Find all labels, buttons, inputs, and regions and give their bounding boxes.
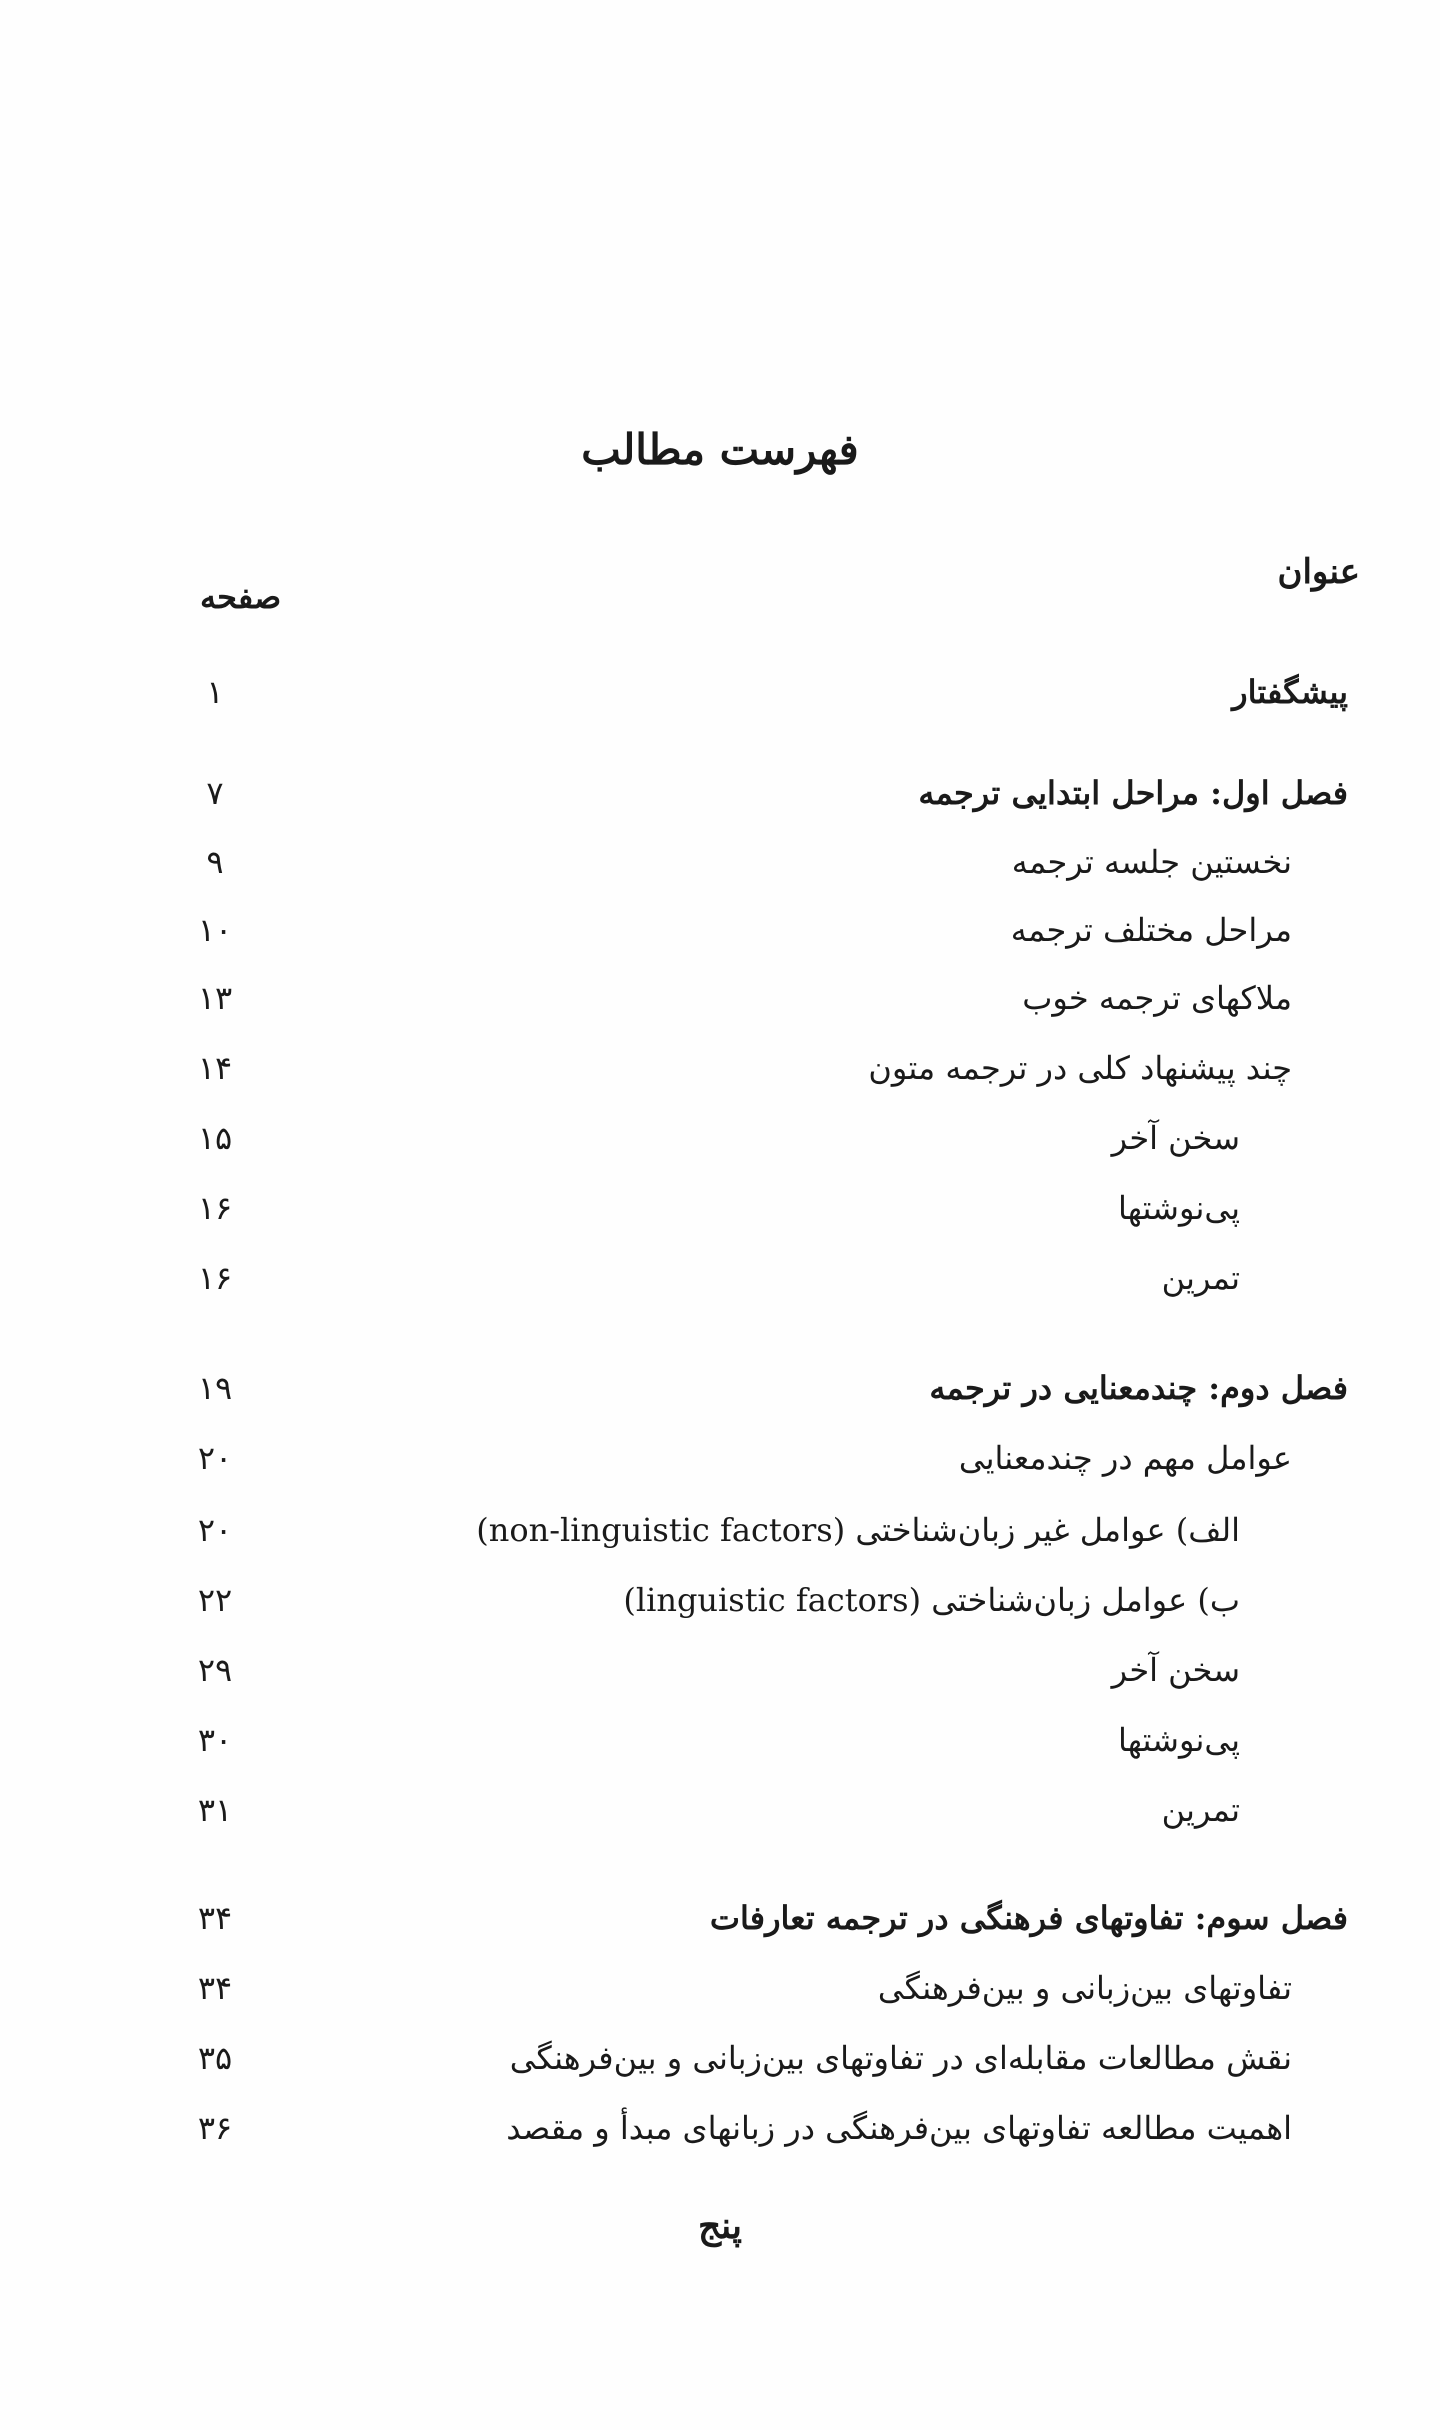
- toc-page-number: ۱۰: [197, 911, 233, 949]
- toc-entry: [0, 1958, 1440, 2018]
- toc-page-number: ۱۶: [197, 1189, 233, 1227]
- toc-page-number: ۳۴: [197, 1969, 233, 2007]
- toc-section-title: الف) عوامل غیر زبان‌شناختی (non-linguistic factors): [476, 1511, 1240, 1549]
- toc-entry: [0, 1358, 1440, 1418]
- toc-entry: [0, 1780, 1440, 1840]
- toc-entry: [0, 2098, 1440, 2158]
- toc-page-number: ۳۶: [197, 2109, 233, 2147]
- page-title: فهرست مطالب: [581, 425, 859, 474]
- toc-entry: [0, 1888, 1440, 1948]
- toc-page-number: ۲۰: [197, 1511, 233, 1549]
- toc-section-title: اهمیت مطالعه تفاوتهای بین‌فرهنگی در زبانهای مبدأ و مقصد: [506, 2109, 1292, 2147]
- toc-section-title: سخن آخر: [1111, 1119, 1240, 1157]
- toc-page-number: ۷: [206, 774, 224, 812]
- toc-page-number: ۱: [206, 673, 224, 711]
- toc-entry: [0, 1710, 1440, 1770]
- toc-page-number: ۳۱: [197, 1791, 233, 1829]
- toc-section-title: ب) عوامل زبان‌شناختی (linguistic factors): [623, 1581, 1240, 1619]
- toc-entry: [0, 2028, 1440, 2088]
- page-number-folio: پنج: [697, 2205, 743, 2247]
- toc-page-number: ۳۰: [197, 1721, 233, 1759]
- toc-page-number: ۱۳: [197, 979, 233, 1017]
- toc-section-title: سخن آخر: [1111, 1651, 1240, 1689]
- column-header-title: عنوان: [1277, 552, 1360, 592]
- toc-page-number: ۳۵: [197, 2039, 233, 2077]
- toc-chapter-title: فصل سوم: تفاوتهای فرهنگی در ترجمه تعارفات: [709, 1899, 1348, 1937]
- toc-page-number: ۱۴: [197, 1049, 233, 1087]
- toc-entry: [0, 900, 1440, 960]
- toc-chapter-title: پیشگفتار: [1232, 673, 1348, 711]
- toc-chapter-title: فصل اول: مراحل ابتدایی ترجمه: [918, 774, 1348, 812]
- toc-entry: [0, 1178, 1440, 1238]
- toc-section-title: عوامل مهم در چندمعنایی: [958, 1439, 1292, 1477]
- toc-entry: [0, 662, 1440, 722]
- toc-chapter-title: فصل دوم: چندمعنایی در ترجمه: [929, 1369, 1348, 1407]
- toc-page-number: ۳۴: [197, 1899, 233, 1937]
- toc-entry: [0, 832, 1440, 892]
- toc-page-number: ۲۰: [197, 1439, 233, 1477]
- toc-section-title: ملاکهای ترجمه خوب: [1022, 979, 1292, 1017]
- toc-section-title: پی‌نوشتها: [1118, 1721, 1240, 1759]
- toc-entry: [0, 1248, 1440, 1308]
- toc-page-number: ۱۵: [197, 1119, 233, 1157]
- toc-entry: [0, 763, 1440, 823]
- toc-entry: [0, 1570, 1440, 1630]
- toc-entry: [0, 1500, 1440, 1560]
- toc-section-title: پی‌نوشتها: [1118, 1189, 1240, 1227]
- toc-page-number: ۲۲: [197, 1581, 233, 1619]
- toc-page-number: ۱۹: [197, 1369, 233, 1407]
- toc-entry: [0, 1428, 1440, 1488]
- toc-section-title: تفاوتهای بین‌زبانی و بین‌فرهنگی: [877, 1969, 1292, 2007]
- toc-entry: [0, 1038, 1440, 1098]
- toc-section-title: تمرین: [1161, 1259, 1240, 1297]
- toc-section-title: نقش مطالعات مقابله‌ای در تفاوتهای بین‌زبانی و بین‌فرهنگی: [509, 2039, 1292, 2077]
- toc-page-number: ۹: [206, 843, 224, 881]
- toc-section-title: مراحل مختلف ترجمه: [1010, 911, 1292, 949]
- column-header-page: صفحه: [200, 578, 282, 616]
- toc-page-number: ۲۹: [197, 1651, 233, 1689]
- toc-entry: [0, 1640, 1440, 1700]
- toc-section-title: تمرین: [1161, 1791, 1240, 1829]
- toc-section-title: نخستین جلسه ترجمه: [1011, 843, 1292, 881]
- toc-entry: [0, 968, 1440, 1028]
- toc-page-number: ۱۶: [197, 1259, 233, 1297]
- toc-entry: [0, 1108, 1440, 1168]
- toc-section-title: چند پیشنهاد کلی در ترجمه متون: [868, 1049, 1292, 1087]
